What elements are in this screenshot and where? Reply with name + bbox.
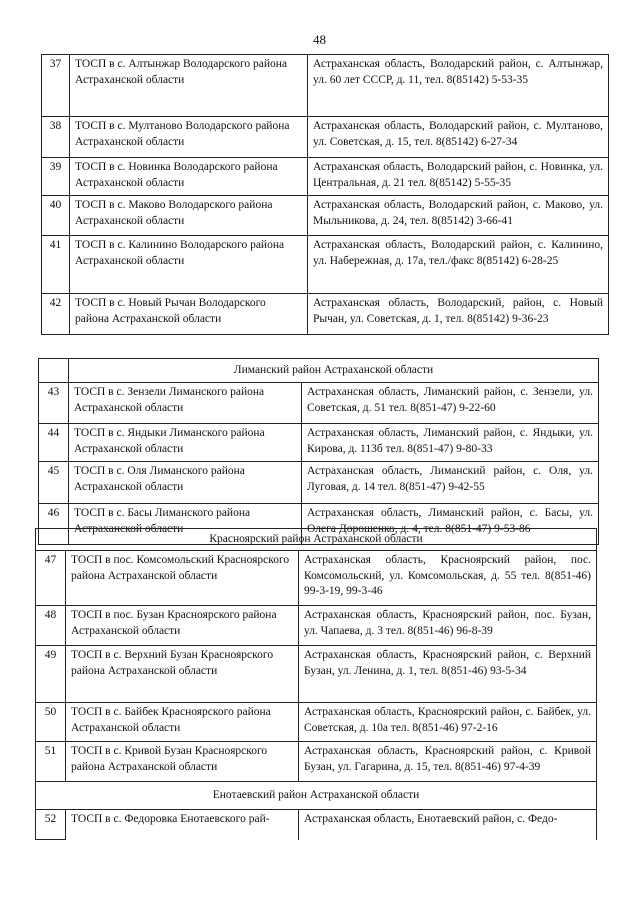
office-name: ТОСП в с. Басы Лиманского района Астраханской области [69, 504, 302, 545]
table-row [36, 551, 597, 606]
section-row [36, 782, 597, 810]
table-row [42, 196, 609, 236]
office-address: Астраханская область, Красноярский район, с. Кривой Бузан, ул. Гагарина, д. 15, тел. 8(851-46) 97-4-39 [299, 742, 597, 782]
office-name: ТОСП в с. Мултаново Володарского района Астраханской области [70, 117, 308, 158]
office-address: Астраханская область, Красноярский район, с. Байбек, ул. Советская, д. 10а тел. 8(851-46) 97-2-16 [299, 703, 597, 742]
office-name: ТОСП в пос. Комсомольский Красноярского района Астраханской области [66, 551, 299, 606]
table-row [36, 703, 597, 742]
row-number: 40 [42, 196, 70, 236]
table-row [36, 742, 597, 782]
row-number: 44 [39, 424, 69, 462]
office-name: ТОСП в с. Верхний Бузан Красноярского района Астраханской области [66, 646, 299, 703]
row-number: 41 [42, 236, 70, 294]
row-number: 39 [42, 158, 70, 196]
office-address: Астраханская область, Енотаевский район, с. Федо- [299, 810, 597, 840]
office-address: Астраханская область, Красноярский район, пос. Бузан, ул. Чапаева, д. 3 тел. 8(851-46) 96-8-39 [299, 606, 597, 646]
page-number: 48 [313, 32, 326, 47]
row-number: 50 [36, 703, 66, 742]
office-address: Астраханская область, Володарский район, с. Мултаново, ул. Советская, д. 15, тел. 8(85142) 6-27-34 [308, 117, 609, 158]
table-row [39, 462, 599, 504]
table-row [39, 424, 599, 462]
table-row [39, 383, 599, 424]
offices-table-krasnoyarsky [35, 528, 597, 840]
office-address: Астраханская область, Володарский, район, с. Новый Рычан, ул. Советская, д. 1, тел. 8(85142) 9-36-23 [308, 294, 609, 335]
office-name: ТОСП в с. Байбек Красноярского района Астраханской области [66, 703, 299, 742]
table-row [42, 158, 609, 196]
table-row [36, 810, 597, 840]
office-name: ТОСП в пос. Бузан Красноярского района Астраханской области [66, 606, 299, 646]
office-name: ТОСП в с. Маково Володарского района Астраханской области [70, 196, 308, 236]
office-address: Астраханская область, Лиманский район, с. Яндыки, ул. Кирова, д. 113б тел. 8(851-47) 9-80-33 [302, 424, 599, 462]
office-address: Астраханская область, Володарский район, с. Новинка, ул. Центральная, д. 21 тел. 8(85142) 5-55-35 [308, 158, 609, 196]
office-address: Астраханская область, Володарский район, с. Алтынжар, ул. 60 лет СССР, д. 11, тел. 8(85142) 5-53-35 [308, 55, 609, 117]
row-number: 48 [36, 606, 66, 646]
section-row [39, 359, 599, 383]
row-number: 46 [39, 504, 69, 545]
office-address: Астраханская область, Красноярский район, пос. Комсомольский, ул. Комсомольская, д. 55 тел. 8(851-46) 99-3-19, 99-3-46 [299, 551, 597, 606]
row-number: 43 [39, 383, 69, 424]
table-row [42, 236, 609, 294]
district-heading: Лиманский район Астраханской области [69, 359, 599, 383]
row-number: 52 [36, 810, 66, 840]
office-name: ТОСП в с. Новинка Володарского района Астраханской области [70, 158, 308, 196]
office-name: ТОСП в с. Зензели Лиманского района Астраханской области [69, 383, 302, 424]
row-number: 47 [36, 551, 66, 606]
office-name: ТОСП в с. Калинино Володарского района Астраханской области [70, 236, 308, 294]
row-number: 45 [39, 462, 69, 504]
office-name: ТОСП в с. Оля Лиманского района Астраханской области [69, 462, 302, 504]
office-address: Астраханская область, Лиманский район, с. Зензели, ул. Советская, д. 51 тел. 8(851-47) 9-22-60 [302, 383, 599, 424]
section-row [36, 529, 597, 551]
office-name: ТОСП в с. Федоровка Енотаевского рай- [66, 810, 299, 840]
row-number: 51 [36, 742, 66, 782]
office-name: ТОСП в с. Яндыки Лиманского района Астраханской области [69, 424, 302, 462]
office-address: Астраханская область, Красноярский район, с. Верхний Бузан, ул. Ленина, д. 1, тел. 8(851-46) 93-5-34 [299, 646, 597, 703]
offices-table-volodarsky [41, 54, 609, 335]
row-number: 38 [42, 117, 70, 158]
office-address: Астраханская область, Володарский район, с. Маково, ул. Мыльникова, д. 24, тел. 8(85142) 3-66-41 [308, 196, 609, 236]
district-heading: Енотаевский район Астраханской области [36, 782, 597, 810]
table-row [36, 646, 597, 703]
row-number: 49 [36, 646, 66, 703]
offices-table-limansky [38, 358, 599, 545]
row-number: 42 [42, 294, 70, 335]
row-number: 37 [42, 55, 70, 117]
office-name: ТОСП в с. Алтынжар Володарского района Астраханской области [70, 55, 308, 117]
district-heading: Красноярский район Астраханской области [36, 529, 597, 551]
office-name: ТОСП в с. Кривой Бузан Красноярского района Астраханской области [66, 742, 299, 782]
office-address: Астраханская область, Лиманский район, с. Оля, ул. Луговая, д. 14 тел. 8(851-47) 9-42-55 [302, 462, 599, 504]
table-row [42, 294, 609, 335]
office-address: Астраханская область, Лиманский район, с. Басы, ул. Олега Дорошенко, д. 4, тел. 8(851-47) 9-53-86 [302, 504, 599, 545]
table-row [36, 606, 597, 646]
table-row [42, 117, 609, 158]
office-address: Астраханская область, Володарский район, с. Калинино, ул. Набережная, д. 17а, тел./факс 8(85142) 6-28-25 [308, 236, 609, 294]
table-row [42, 55, 609, 117]
office-name: ТОСП в с. Новый Рычан Володарского района Астраханской области [70, 294, 308, 335]
